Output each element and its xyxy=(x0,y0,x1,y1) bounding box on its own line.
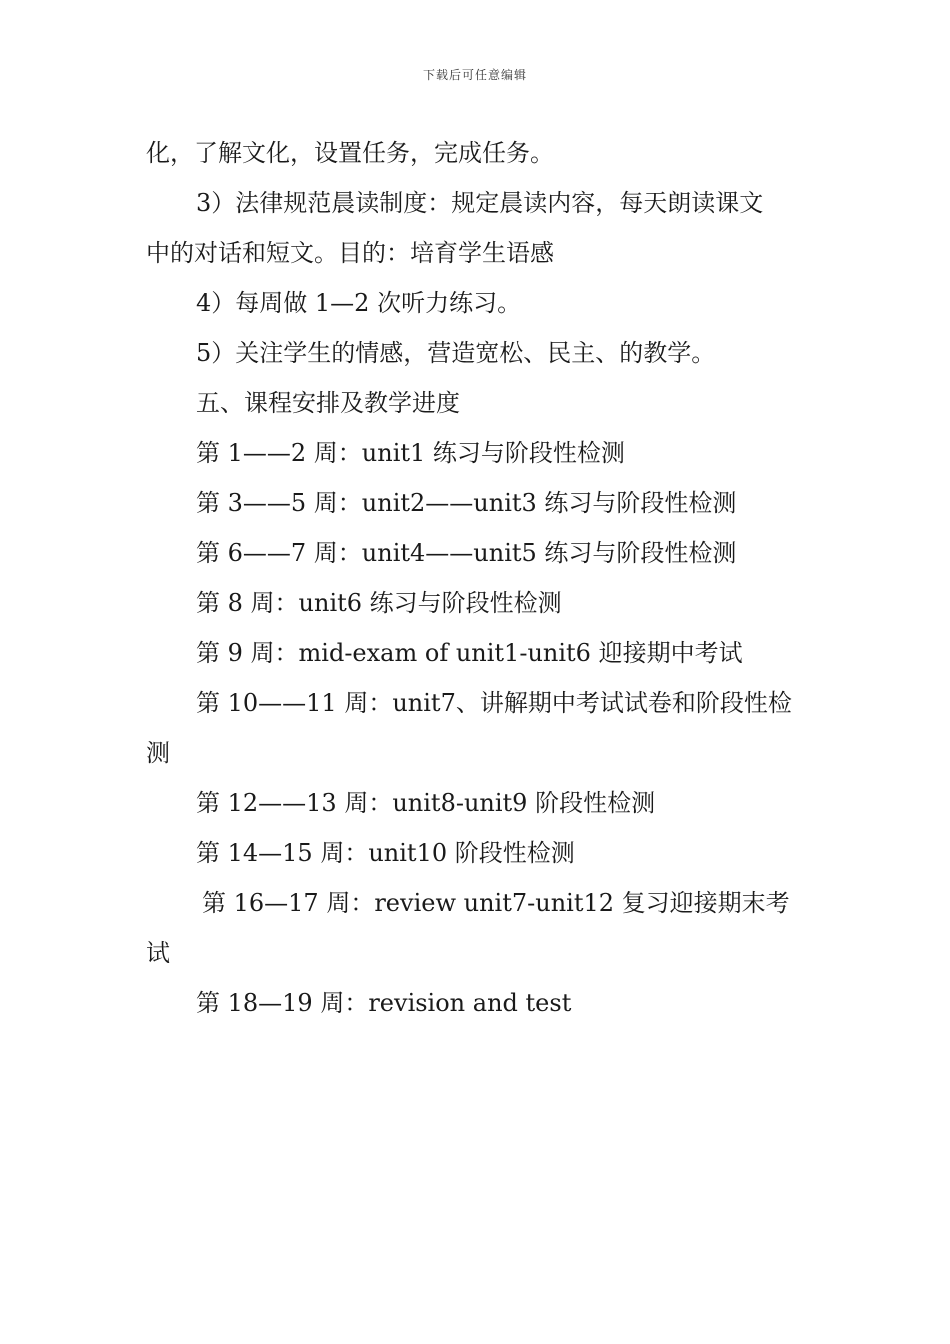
text-line: 3）法律规范晨读制度：规定晨读内容，每天朗读课文 xyxy=(196,189,764,217)
schedule-line: 第 12——13 周：unit8-unit9 阶段性检测 xyxy=(196,789,656,817)
text-line: 化，了解文化，设置任务，完成任务。 xyxy=(146,139,554,167)
schedule-line: 第 3——5 周：unit2——unit3 练习与阶段性检测 xyxy=(196,489,737,517)
page-header-watermark: 下载后可任意编辑 xyxy=(422,68,527,82)
schedule-line: 第 6——7 周：unit4——unit5 练习与阶段性检测 xyxy=(196,539,737,567)
schedule-line-continuation: 试 xyxy=(146,939,170,967)
section-heading: 五、课程安排及教学进度 xyxy=(196,389,460,417)
schedule-line-continuation: 测 xyxy=(146,739,170,767)
schedule-line: 第 10——11 周：unit7、讲解期中考试试卷和阶段性检 xyxy=(196,689,792,717)
document-body xyxy=(146,128,811,1028)
schedule-line: 第 9 周：mid-exam of unit1-unit6 迎接期中考试 xyxy=(196,639,743,667)
schedule-line: 第 16—17 周：review unit7-unit12 复习迎接期末考 xyxy=(202,889,790,917)
text-line: 4）每周做 1—2 次听力练习。 xyxy=(196,289,522,317)
schedule-line: 第 14—15 周：unit10 阶段性检测 xyxy=(196,839,575,867)
schedule-line: 第 1——2 周：unit1 练习与阶段性检测 xyxy=(196,439,625,467)
text-line: 5）关注学生的情感，营造宽松、民主、的教学。 xyxy=(196,339,716,367)
schedule-line: 第 8 周：unit6 练习与阶段性检测 xyxy=(196,589,562,617)
schedule-line: 第 18—19 周：revision and test xyxy=(196,989,572,1017)
text-line: 中的对话和短文。目的：培育学生语感 xyxy=(146,239,554,267)
